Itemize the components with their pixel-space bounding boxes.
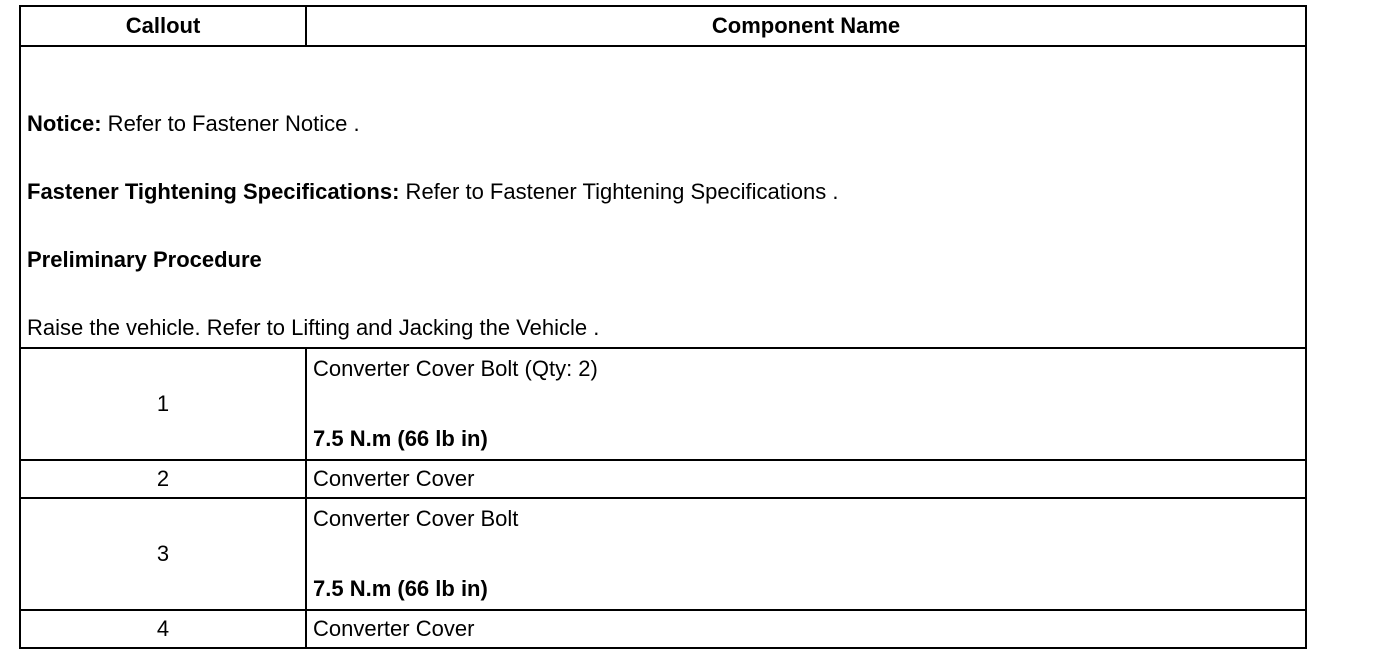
notice-line [27, 112, 1299, 136]
component-name-header: Component Name [306, 6, 1306, 46]
table-row [20, 348, 1306, 460]
component-cell [306, 498, 1306, 610]
raise-line: Raise the vehicle. Refer to Lifting and Jacking the Vehicle . [27, 315, 600, 340]
component-name: Converter Cover [306, 610, 1306, 648]
callout-cell: 3 [20, 498, 306, 610]
fastener-label: Fastener Tightening Specifications: [27, 179, 400, 204]
fastener-line [27, 180, 1299, 204]
table-row [20, 498, 1306, 610]
torque-spec: 7.5 N.m (66 lb in) [313, 576, 488, 601]
notice-text: Refer to Fastener Notice . [101, 111, 360, 136]
header-row [20, 6, 1306, 46]
callout-header: Callout [20, 6, 306, 46]
component-cell [306, 348, 1306, 460]
notes-row [20, 46, 1306, 348]
notes-cell [20, 46, 1306, 348]
fastener-text: Refer to Fastener Tightening Specifications . [399, 179, 839, 204]
component-name: Converter Cover [306, 460, 1306, 498]
callout-cell: 1 [20, 348, 306, 460]
preliminary-heading: Preliminary Procedure [27, 247, 262, 272]
callout-cell: 2 [20, 460, 306, 498]
torque-spec: 7.5 N.m (66 lb in) [313, 426, 488, 451]
table-row [20, 610, 1306, 648]
component-name: Converter Cover Bolt [313, 506, 519, 531]
callout-cell: 4 [20, 610, 306, 648]
notice-label: Notice: [27, 111, 102, 136]
component-name: Converter Cover Bolt (Qty: 2) [313, 356, 598, 381]
table-row [20, 460, 1306, 498]
component-table [19, 5, 1307, 649]
